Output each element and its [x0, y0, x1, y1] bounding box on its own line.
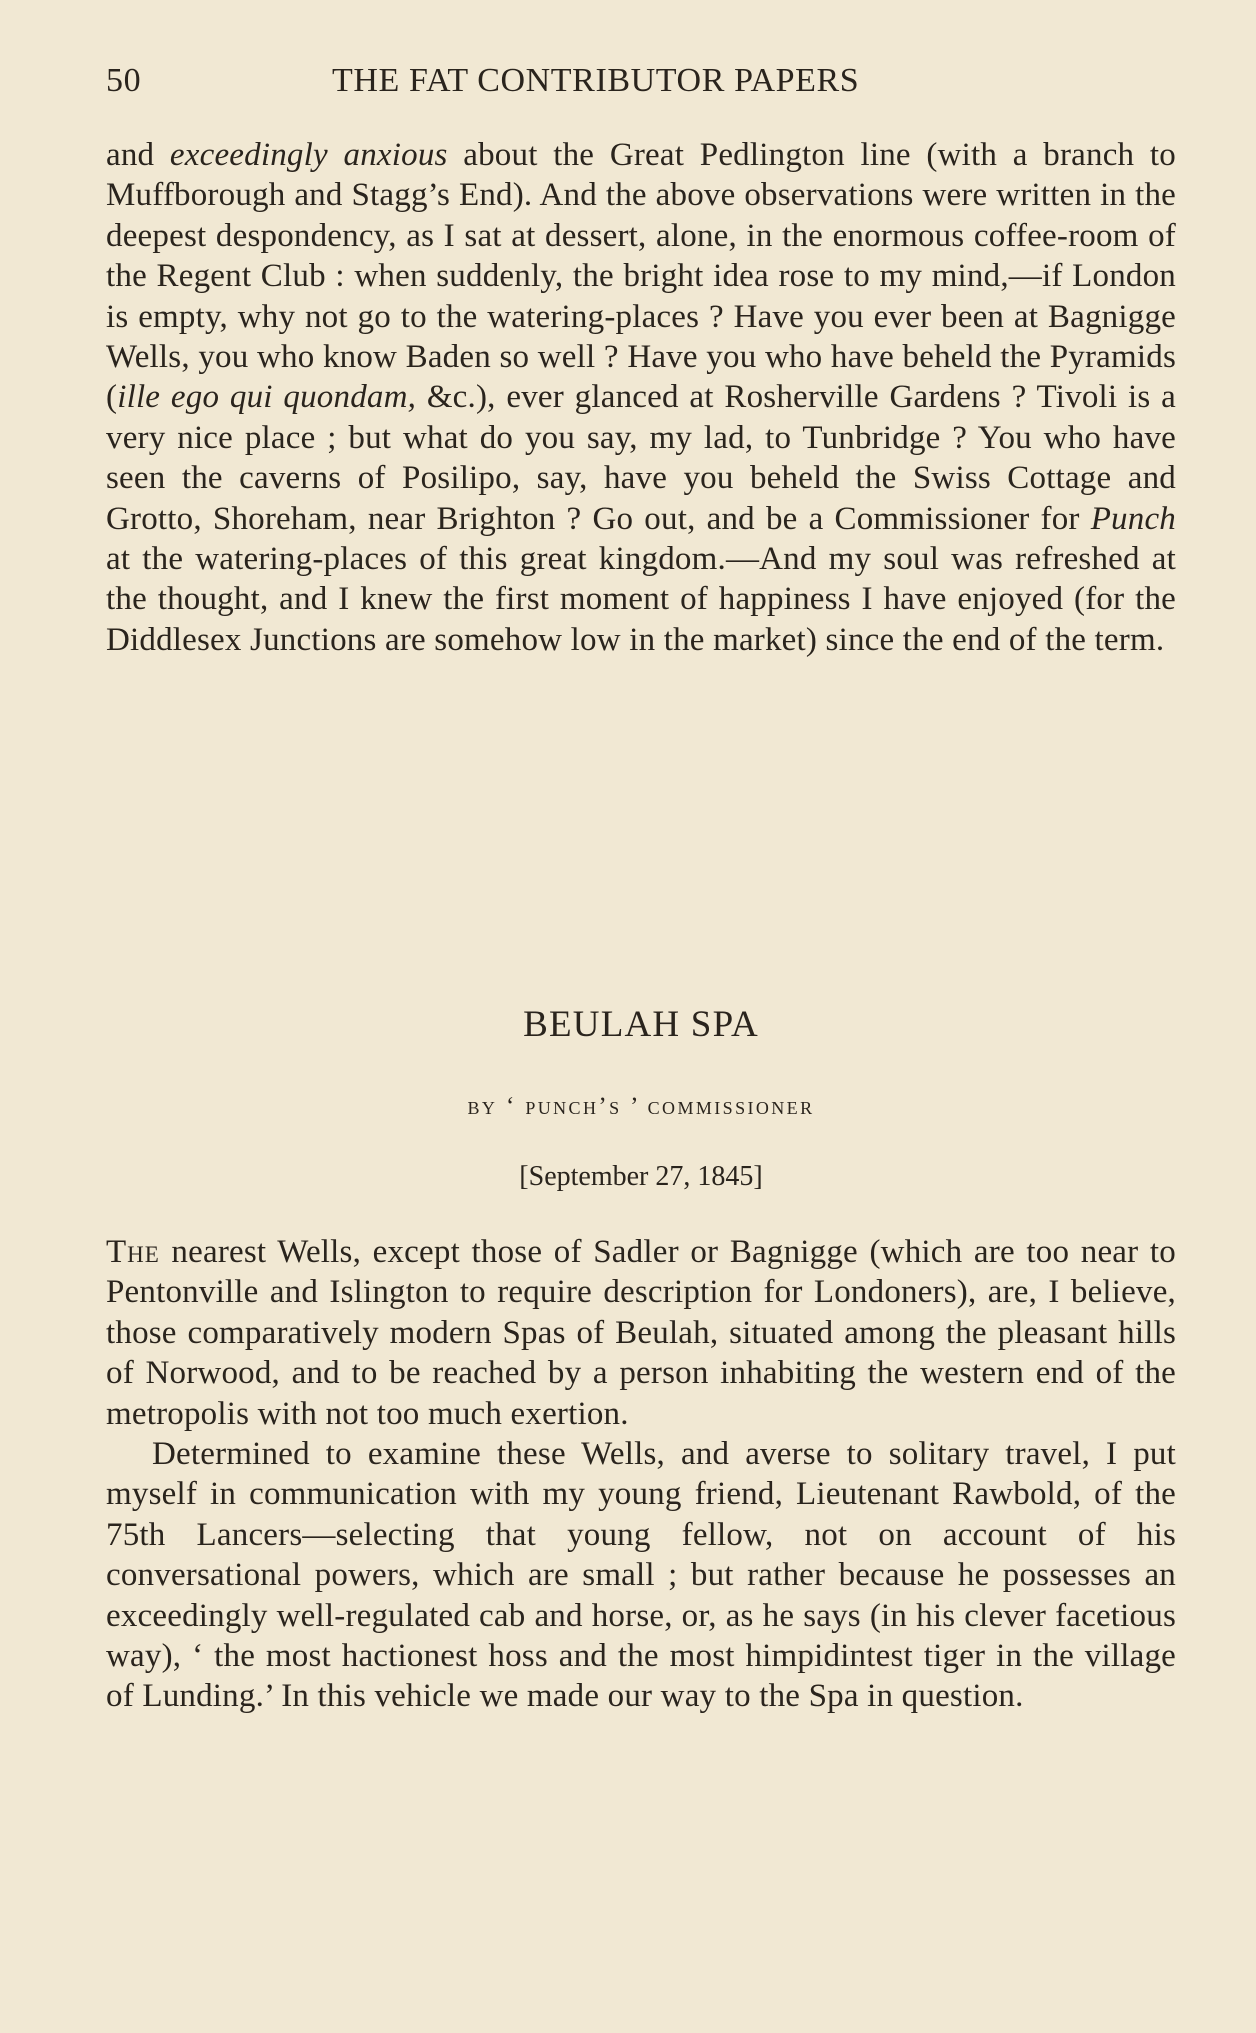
article-paragraph-1 [106, 1232, 1176, 1434]
italic-punch-title: Punch [1090, 500, 1176, 537]
opening-paragraph [106, 135, 1176, 660]
running-head [106, 58, 1176, 104]
paragraph-lead-word: The [106, 1234, 160, 1270]
italic-emphasis-phrase: exceedingly anxious [169, 137, 448, 173]
opening-text-segment-2: about the Great Pedlington line (with a branch to Muffborough and Stagg’s End). And the above observations were written in the deepest despondency, as I sat at dessert, alone, in the enormous coffee-room of the Regent Club : when suddenly, the bright idea rose to my mind,—if London is empty, why not go to the watering-places ? Have you ever been at Bagnigge Wells, you who know Baden so well ? Have you who have beheld the Pyramids ( [106, 137, 1176, 416]
article-paragraph-2: Determined to examine these Wells, and averse to solitary travel, I put myself in communication with my young friend, Lieutenant Rawbold, of the 75th Lancers—selecting that young fellow, not on account of his conversational powers, which are small ; but rather because he possesses an exceedingly well-regulated cab and horse, or, as he says (in his clever facetious way), ‘ the most hactionest hoss and the most himpidintest tiger in the village of Lunding.’ In this vehicle we made our way to the Spa in question. [106, 1436, 1176, 1715]
article-paragraph-1-text: nearest Wells, except those of Sadler or Bagnigge (which are too near to Pentonville and Islington to require description for Londoners), are, I believe, those comparatively modern Spas of Beulah, situated among the pleasant hills of Norwood, and to be reached by a person inhabiting the western end of the metropolis with not too much exertion. [106, 1234, 1176, 1432]
article-title: BEULAH SPA [523, 1004, 759, 1045]
article-body [106, 1232, 1176, 1717]
article-date: [September 27, 1845] [519, 1161, 763, 1192]
article-byline: by ‘ punch’s ’ commissioner [467, 1093, 815, 1120]
opening-text-segment-3: &c.), ever glanced at Rosherville Gardens ? Tivoli is a very nice place ; but what do you say, my lad, to Tunbridge ? You who have seen the caverns of Posilipo, say, have you beheld the Swiss Cottage and Grotto, Shoreham, near Brighton ? Go out, and be a Commissioner for [106, 379, 1176, 537]
opening-paragraph-text [106, 135, 1176, 660]
running-title: THE FAT CONTRIBUTOR PAPERS [332, 62, 860, 99]
page-number: 50 [106, 62, 142, 99]
opening-text-segment-1: and [106, 137, 170, 173]
italic-latin-phrase: ille ego qui quondam, [117, 379, 417, 416]
opening-text-segment-4: at the watering-places of this great kingdom.—And my soul was refreshed at the thought, and I knew the first moment of happiness I have enjoyed (for the Diddlesex Junctions are somehow low in the market) since the end of the term. [106, 541, 1176, 658]
